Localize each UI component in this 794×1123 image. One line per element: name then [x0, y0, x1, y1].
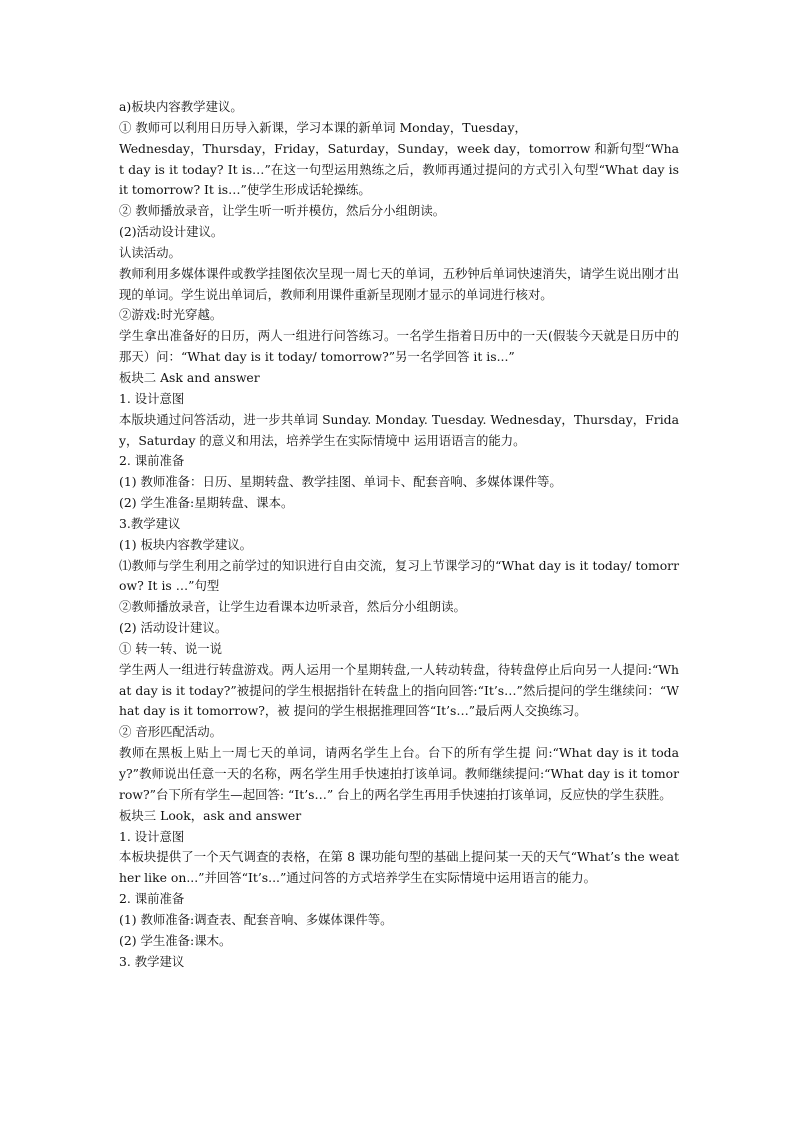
heading-section-two: 板块二 Ask and answer [119, 369, 260, 385]
paragraph-recording-groups: ②教师播放录音，让学生边看课本边听录音，然后分小组朗读。 [119, 599, 466, 615]
heading-teaching-suggestion-2: 3. 教学建议 [119, 953, 185, 969]
paragraph-play-recording: ② 教师播放录音，让学生听一听并模仿，然后分小组朗读。 [119, 203, 446, 219]
heading-activity-design-2: (2) 活动设计建议。 [119, 620, 228, 636]
paragraph-teacher-prep-2: (1) 教师准备:调查表、配套音响、多媒体课件等。 [119, 911, 393, 927]
heading-preparation-1: 2. 课前准备 [119, 453, 185, 469]
paragraph-section-two-intent: 本版块通过问答活动，进一步共单词 Sunday. Monday. Tuesday. Wednesday，Thursday，Friday，Saturday 的意义和用法，培养学生在实际情境中 运用语语言的能力。 [119, 411, 679, 448]
paragraph-student-prep-2: (2) 学生准备:课木。 [119, 932, 232, 948]
paragraph-teacher-prep-1: (1) 教师准备：日历、星期转盘、教学挂图、单词卡、配套音响、多媒体课件等。 [119, 474, 562, 490]
paragraph-blackboard-game: 教师在黑板上贴上一周七天的单词，请两名学生上台。台下的所有学生提 问:“What day is it today?”教师说出任意一天的名称，两名学生用手快速拍打该单词。教师继续提问:“What day is it tomorrow?”台下所有学生—起回答: “It’s…” 台上的两名学生再用手快速拍打该单词，反应快的学生获胜。 [119, 745, 679, 802]
paragraph-weather-survey: 本板块提供了一个天气调查的表格，在第 8 课功能句型的基础上提问某一天的天气“What’s the weather like on...”并回答“It’s...”通过问答的方式培养学生在实际情境中运用语言的能力。 [119, 849, 679, 886]
paragraph-weekday-words: Wednesday，Thursday，Friday，Saturday，Sunday，week day，tomorrow 和新句型“What day is it today? It is…”在这一句型运用熟练之后，教师再通过提问的方式引入句型“What day is it tomorrow? It is…”使学生形成话轮操练。 [119, 140, 679, 198]
heading-time-travel-game: ②游戏:时光穿越。 [119, 307, 223, 323]
heading-activity-design: (2)活动设计建议。 [119, 224, 224, 240]
heading-design-intent-2: 1. 设计意图 [119, 828, 185, 844]
document-body [119, 97, 679, 972]
paragraph-student-prep-1: (2) 学生准备:星期转盘、课本。 [119, 495, 294, 511]
heading-section-three: 板块三 Look，ask and answer [119, 807, 302, 823]
heading-board-content-2: (1) 板块内容教学建议。 [119, 536, 253, 552]
paragraph-calendar-intro: ① 教师可以利用日历导入新课，学习本课的新单词 Monday，Tuesday， [119, 119, 527, 135]
paragraph-spinner-game: 学生两人一组进行转盘游戏。两人运用一个星期转盘,一人转动转盘，待转盘停止后向另一人提问:“What day is it today?”被提问的学生根据指针在转盘上的指向回答:“It’s…”然后提问的学生继续问：“What day is it tomorrow?，被 提问的学生根据推理回答“It’s…”最后两人交换练习。 [119, 661, 679, 719]
paragraph-multimedia-words: 教师利用多媒体课件或教学挂图依次呈现一周七天的单词，五秒钟后单词快速消失，请学生说出刚才出现的单词。学生说出单词后，教师利用课件重新呈现刚才显示的单词进行核对。 [119, 265, 679, 302]
paragraph-free-exchange: ⑴教师与学生利用之前学过的知识进行自由交流，复习上节课学习的“What day is it today/ tomorrow? It is …”句型 [119, 557, 679, 594]
heading-board-content: a)板块内容教学建议。 [119, 99, 243, 114]
heading-reading-activity: 认读活动。 [119, 244, 181, 260]
paragraph-calendar-pairs: 学生拿出准备好的日历，两人一组进行问答练习。一名学生指着日历中的一天(假装今天就是日历中的那天）问：“What day is it today/ tomorrow?”另一名学回答 it is...” [119, 328, 679, 365]
heading-design-intent-1: 1. 设计意图 [119, 390, 185, 406]
heading-teaching-suggestion-1: 3.教学建议 [119, 515, 181, 531]
heading-sound-shape-match: ② 音形匹配活动。 [119, 724, 223, 740]
heading-preparation-2: 2. 课前准备 [119, 891, 185, 907]
heading-spin-and-say: ① 转一转、说一说 [119, 640, 223, 656]
